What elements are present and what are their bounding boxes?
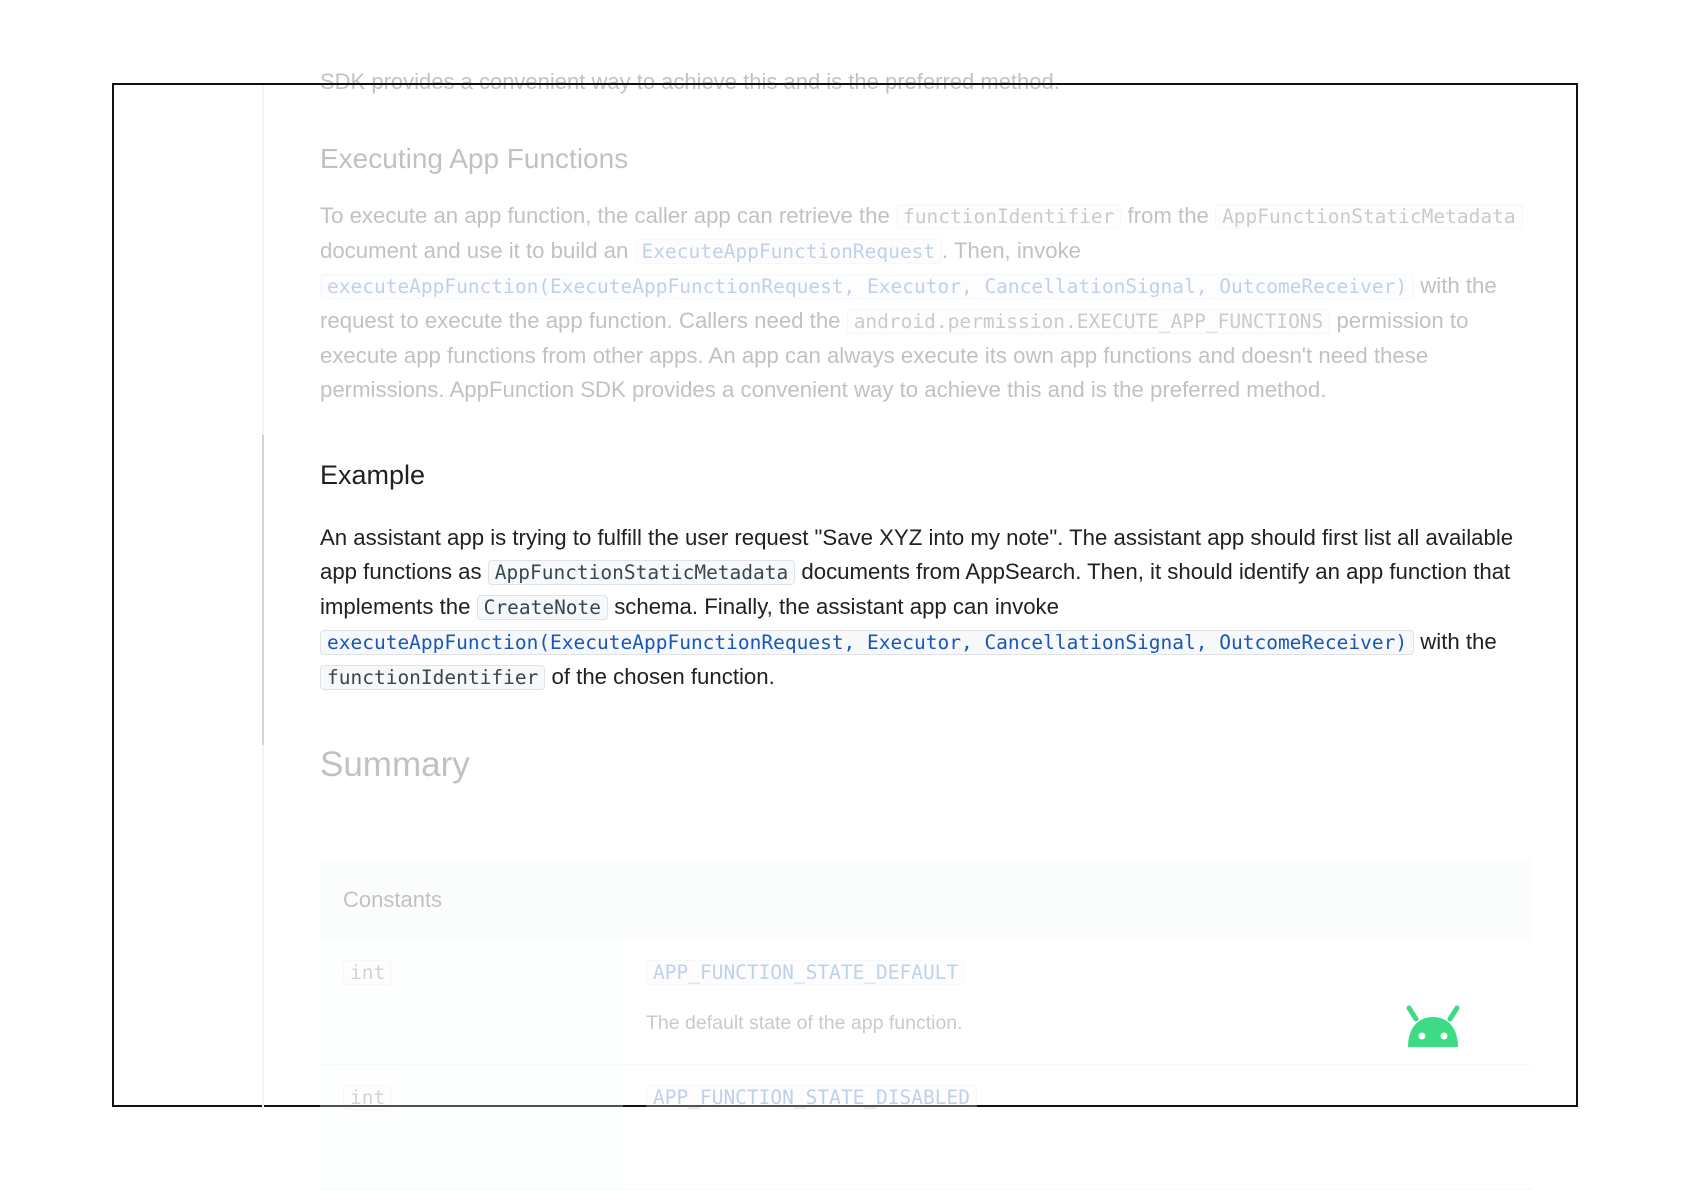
execute-app-function-link[interactable]: executeAppFunction(ExecuteAppFunctionRequest, Executor, CancellationSignal, OutcomeReceiver) bbox=[320, 274, 1414, 299]
constants-table bbox=[320, 860, 1532, 1190]
static-metadata-code: AppFunctionStaticMetadata bbox=[1215, 204, 1523, 229]
table-row bbox=[320, 1065, 1532, 1190]
summary-heading: Summary bbox=[320, 745, 470, 784]
constant-description: The default state of the app function. bbox=[646, 1012, 963, 1034]
table-row bbox=[320, 940, 1532, 1065]
function-identifier-code: functionIdentifier bbox=[320, 665, 545, 690]
side-nav-active-indicator bbox=[262, 435, 264, 745]
android-head-icon bbox=[1402, 1005, 1464, 1049]
type-code: int bbox=[343, 1085, 392, 1110]
executing-paragraph: To execute an app function, the caller app can retrieve the functionIdentifier from the AppFunctionStaticMetadata document and use it to build an ExecuteAppFunctionRequest . Then, invoke executeAppFunction(ExecuteAppFunctionRequest, Executor, CancellationSignal, OutcomeReceiver) with the request to execute the app function. Callers need the android.permission.EXECUTE_APP_FUNCTIONS permission to execute app functions from other apps. An app can always execute its own app functions and doesn't need these permissions. AppFunction SDK provides a convenient way to achieve this and is the preferred method. bbox=[320, 199, 1532, 407]
type-cell bbox=[320, 940, 623, 1064]
example-paragraph: An assistant app is trying to fulfill the user request "Save XYZ into my note". The assistant app should first list all available app functions as AppFunctionStaticMetadata documents from AppSearch. Then, it should identify an app function that implements the CreateNote schema. Finally, the assistant app can invoke executeAppFunction(ExecuteAppFunctionRequest, Executor, CancellationSignal, OutcomeReceiver) with the functionIdentifier of the chosen function. bbox=[320, 525, 1514, 689]
function-identifier-code: functionIdentifier bbox=[896, 204, 1121, 229]
example-heading: Example bbox=[320, 460, 426, 490]
screenshot-frame bbox=[112, 69, 1578, 1109]
cut-off-text: SDK provides a convenient way to achieve this and is the preferred method. bbox=[320, 69, 1060, 94]
create-note-code: CreateNote bbox=[477, 595, 608, 620]
executing-heading: Executing App Functions bbox=[320, 143, 629, 174]
constant-link[interactable]: APP_FUNCTION_STATE_DISABLED bbox=[646, 1085, 977, 1110]
constant-link[interactable]: APP_FUNCTION_STATE_DEFAULT bbox=[646, 960, 965, 985]
type-code: int bbox=[343, 960, 392, 985]
execute-app-function-link[interactable]: executeAppFunction(ExecuteAppFunctionRequest, Executor, CancellationSignal, OutcomeReceiver) bbox=[320, 630, 1414, 655]
type-cell bbox=[320, 1065, 623, 1189]
permission-code: android.permission.EXECUTE_APP_FUNCTIONS bbox=[847, 309, 1331, 334]
constants-table-header: Constants bbox=[320, 860, 1532, 940]
execute-request-link[interactable]: ExecuteAppFunctionRequest bbox=[635, 239, 943, 264]
static-metadata-code: AppFunctionStaticMetadata bbox=[488, 560, 796, 585]
